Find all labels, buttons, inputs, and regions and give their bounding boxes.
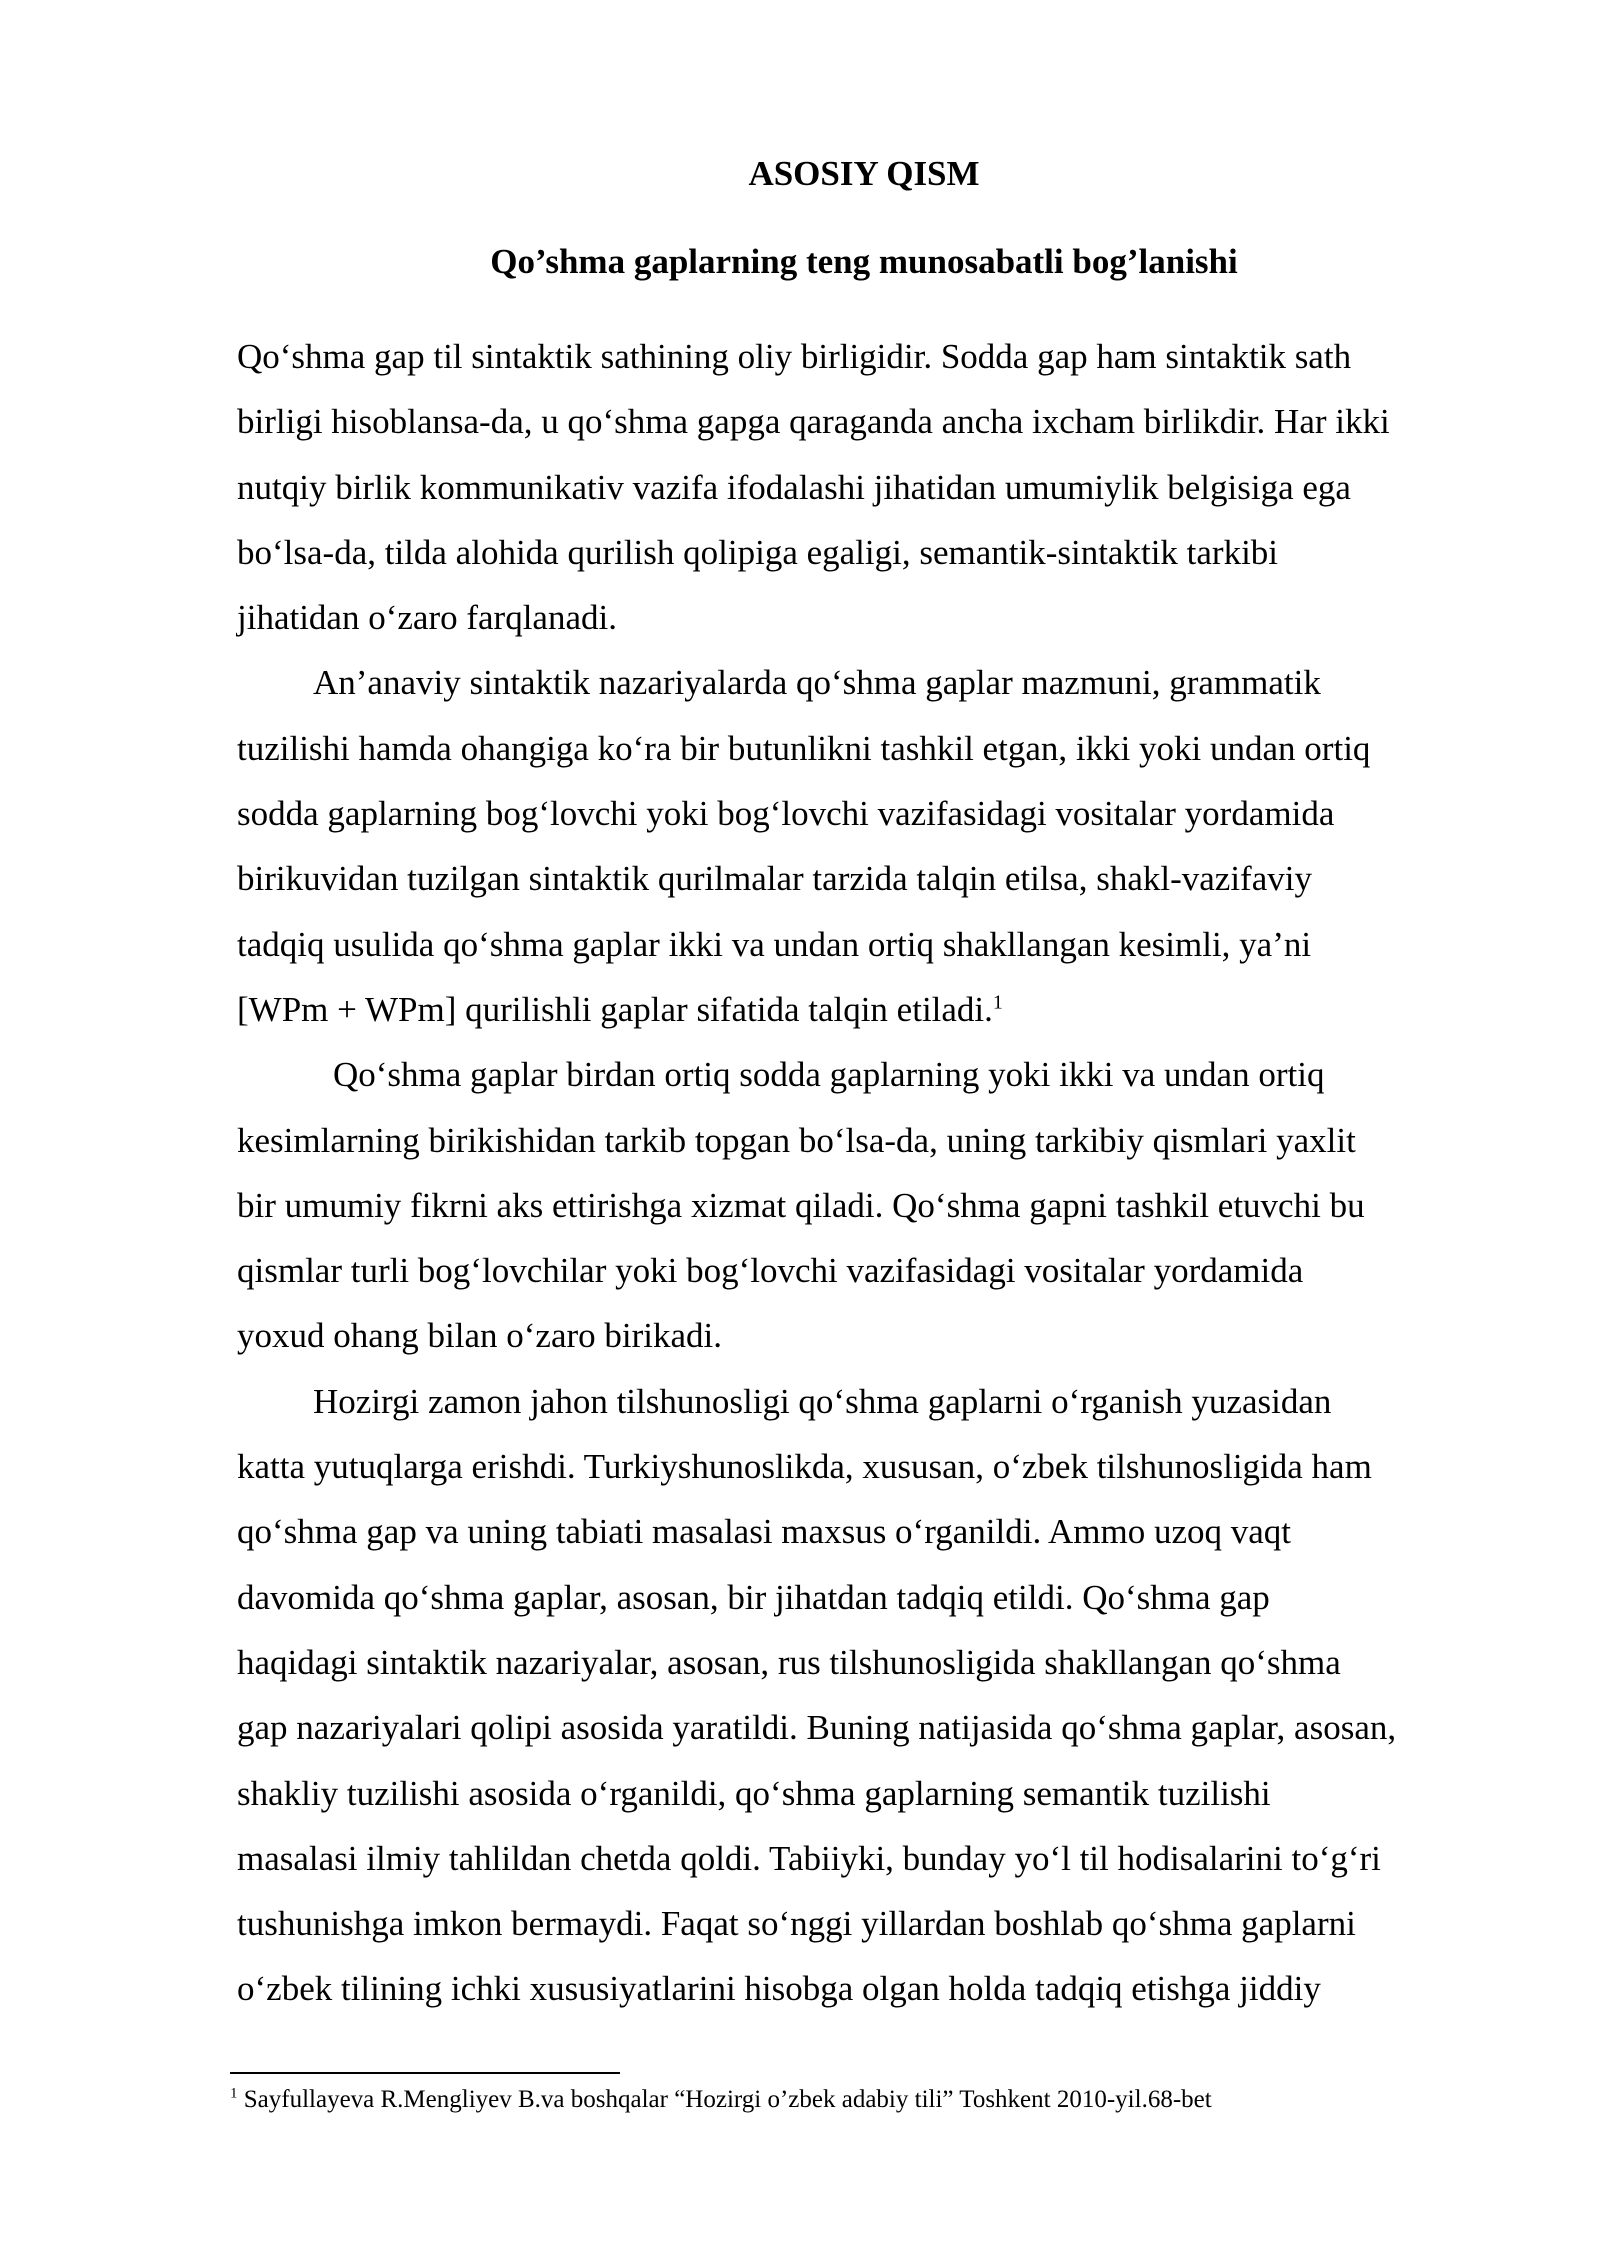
text-line: qismlar turli bog‘lovchilar yoki bog‘lovchi vazifasidagi vositalar yordamida — [237, 1251, 1304, 1291]
page-title: ASOSIY QISM — [748, 154, 980, 193]
text-line: gap nazariyalari qolipi asosida yaratildi. Buning natijasida qo‘shma gaplar, asosan, — [237, 1708, 1397, 1748]
text-line: jihatidan o‘zaro farqlanadi. — [237, 598, 617, 638]
text-line-with-footnote — [237, 977, 1497, 1042]
text-line: An’anaviy sintaktik nazariyalarda qo‘shma gaplar mazmuni, grammatik — [313, 663, 1321, 703]
paragraph-3 — [237, 1042, 1497, 1368]
section-subtitle: Qo’shma gaplarning teng munosabatli bog’lanishi — [490, 242, 1238, 281]
text-line: masalasi ilmiy tahlildan chetda qoldi. Tabiiyki, bunday yo‘l til hodisalarini to‘g‘ri — [237, 1838, 1381, 1878]
footnote-separator — [230, 2072, 620, 2074]
paragraph-2 — [237, 650, 1497, 1042]
footnote-text: Sayfullayeva R.Mengliyev B.va boshqalar “Hozirgi o’zbek adabiy tili” Toshkent 2010-yil.68-bet — [243, 2086, 1212, 2113]
text-line: yoxud ohang bilan o‘zaro birikadi. — [237, 1316, 723, 1356]
text-line: birligi hisoblansa-da, u qo‘shma gapga qaraganda ancha ixcham birlikdir. Har ikki — [237, 402, 1390, 442]
text-line: birikuvidan tuzilgan sintaktik qurilmalar tarzida talqin etilsa, shakl-vazifaviy — [237, 859, 1312, 899]
text-line: shakliy tuzilishi asosida o‘rganildi, qo‘shma gaplarning semantik tuzilishi — [237, 1773, 1271, 1813]
text-line: [WPm + WPm] qurilishli gaplar sifatida talqin etiladi. — [237, 989, 993, 1029]
body-text — [237, 324, 1497, 2022]
footnote-number: 1 — [230, 2085, 238, 2102]
text-line: qo‘shma gap va uning tabiati masalasi maxsus o‘rganildi. Ammo uzoq vaqt — [237, 1512, 1292, 1552]
text-line: tushunishga imkon bermaydi. Faqat so‘nggi yillardan boshlab qo‘shma gaplarni — [237, 1904, 1356, 1944]
text-line: Qo‘shma gaplar birdan ortiq sodda gaplarning yoki ikki va undan ortiq — [333, 1055, 1325, 1095]
text-line: tuzilishi hamda ohangiga ko‘ra bir butunlikni tashkil etgan, ikki yoki undan ortiq — [237, 728, 1371, 768]
text-line: o‘zbek tilining ichki xususiyatlarini hisobga olgan holda tadqiq etishga jiddiy — [237, 1969, 1321, 2009]
text-line: Qo‘shma gap til sintaktik sathining oliy birligidir. Sodda gap ham sintaktik sath — [237, 337, 1352, 376]
text-line: tadqiq usulida qo‘shma gaplar ikki va undan ortiq shakllangan kesimli, ya’ni — [237, 924, 1312, 964]
paragraph-1 — [237, 324, 1497, 650]
text-line: bir umumiy fikrni aks ettirishga xizmat qiladi. Qo‘shma gapni tashkil etuvchi bu — [237, 1185, 1365, 1225]
text-line: davomida qo‘shma gaplar, asosan, bir jihatdan tadqiq etildi. Qo‘shma gap — [237, 1577, 1270, 1617]
text-line: Hozirgi zamon jahon tilshunosligi qo‘shma gaplarni o‘rganish yuzasidan — [313, 1381, 1332, 1421]
text-line: nutqiy birlik kommunikativ vazifa ifodalashi jihatidan umumiylik belgisiga ega — [237, 467, 1351, 507]
text-line: haqidagi sintaktik nazariyalar, asosan, rus tilshunosligida shakllangan qo‘shma — [237, 1642, 1341, 1682]
text-line: sodda gaplarning bog‘lovchi yoki bog‘lovchi vazifasidagi vositalar yordamida — [237, 794, 1335, 834]
text-line: kesimlarning birikishidan tarkib topgan bo‘lsa-da, uning tarkibiy qismlari yaxlit — [237, 1120, 1356, 1160]
text-line: bo‘lsa-da, tilda alohida qurilish qolipiga egaligi, semantik-sintaktik tarkibi — [237, 532, 1279, 572]
paragraph-4 — [237, 1369, 1497, 2022]
footnote — [230, 2083, 1212, 2117]
text-line: katta yutuqlarga erishdi. Turkiyshunoslikda, xususan, o‘zbek tilshunosligida ham — [237, 1447, 1372, 1487]
footnote-reference[interactable]: 1 — [992, 991, 1003, 1014]
